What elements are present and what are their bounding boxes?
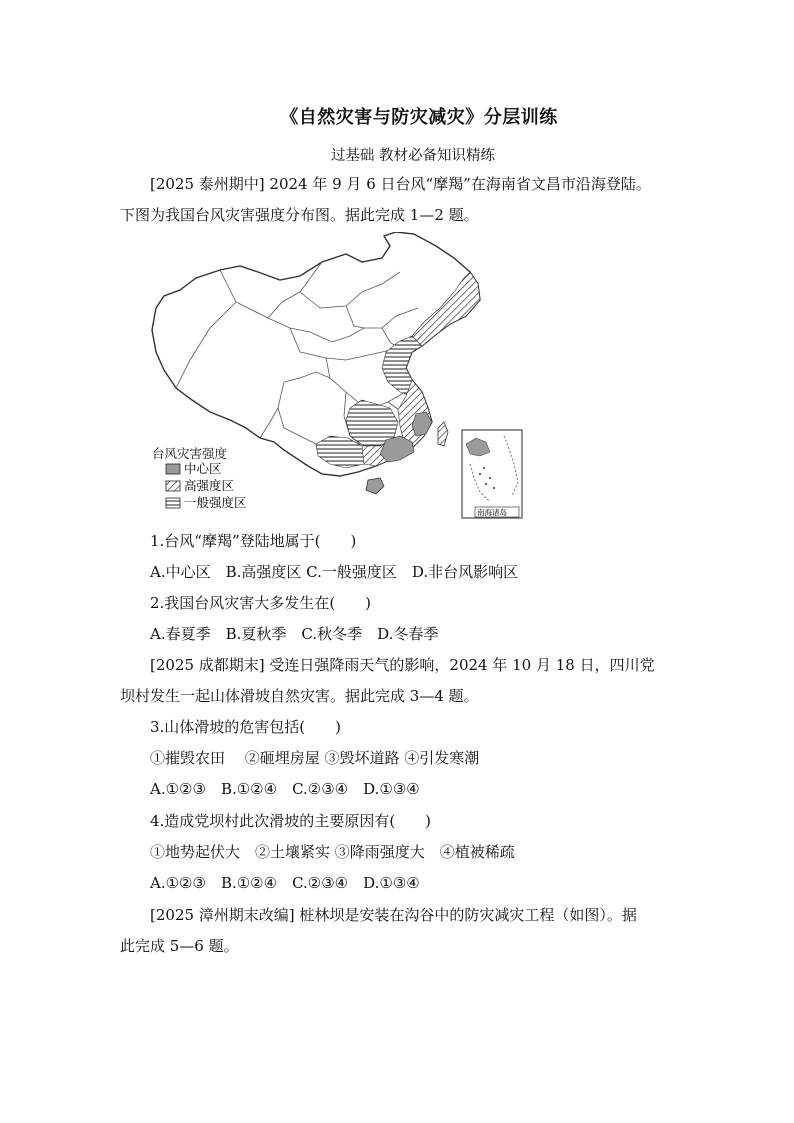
legend-label-high: 高强度区 (184, 478, 235, 493)
legend-swatch-center (166, 464, 180, 474)
china-outline (152, 232, 480, 476)
taiwan-island (438, 422, 448, 446)
question-2: 2.我国台风灾害大多发生在( ) (150, 594, 372, 612)
question-1-options: A.中心区 B.高强度区 C.一般强度区 D.非台风影响区 (150, 563, 519, 581)
question-3-options: A.①②③ B.①②④ C.②③④ D.①③④ (150, 780, 420, 798)
legend-label-center: 中心区 (184, 461, 222, 476)
intro-3-line-2: 此完成 5—6 题。 (120, 937, 239, 955)
hainan-island (366, 478, 384, 494)
intro-2-line-2: 坝村发生一起山体滑坡自然灾害。据此完成 3—4 题。 (120, 687, 479, 705)
intro-2-line-1: [2025 成都期末] 受连日强降雨天气的影响，2024 年 10 月 18 日，四川党 (150, 656, 655, 674)
legend-label-general: 一般强度区 (184, 495, 247, 510)
legend-swatch-high (166, 481, 180, 491)
question-3: 3.山体滑坡的危害包括( ) (150, 718, 342, 736)
legend-title: 台风灾害强度 (152, 446, 228, 461)
south-china-sea-inset (462, 430, 522, 518)
map-legend (152, 446, 247, 510)
question-4-options: A.①②③ B.①②④ C.②③④ D.①③④ (150, 874, 420, 892)
question-2-options: A.春夏季 B.夏秋季 C.秋冬季 D.冬春季 (150, 625, 439, 643)
question-3-items: ①摧毁农田 ②砸埋房屋 ③毁坏道路 ④引发寒潮 (150, 749, 480, 767)
question-1: 1.台风“摩羯”登陆地属于( ) (150, 532, 357, 550)
typhoon-map (150, 232, 530, 524)
intro-1-line-1: [2025 泰州期中] 2024 年 9 月 6 日台风“摩羯”在海南省文昌市沿海登陆。 (150, 175, 651, 193)
intro-3-line-1: [2025 漳州期末改编] 桩林坝是安装在沟谷中的防灾减灾工程（如图）。据 (150, 906, 637, 924)
question-4-items: ①地势起伏大 ②土壤紧实 ③降雨强度大 ④植被稀疏 (150, 843, 515, 861)
inset-label: 南海诸岛 (477, 508, 507, 517)
typhoon-map-figure (150, 232, 530, 524)
page-title: 《自然灾害与防灾减灾》分层训练 (280, 107, 558, 128)
question-4: 4.造成党坝村此次滑坡的主要原因有( ) (150, 812, 432, 830)
legend-swatch-general (166, 498, 180, 508)
intro-1-line-2: 下图为我国台风灾害强度分布图。据此完成 1—2 题。 (120, 206, 479, 224)
section-subtitle: 过基础 教材必备知识精练 (330, 148, 496, 164)
